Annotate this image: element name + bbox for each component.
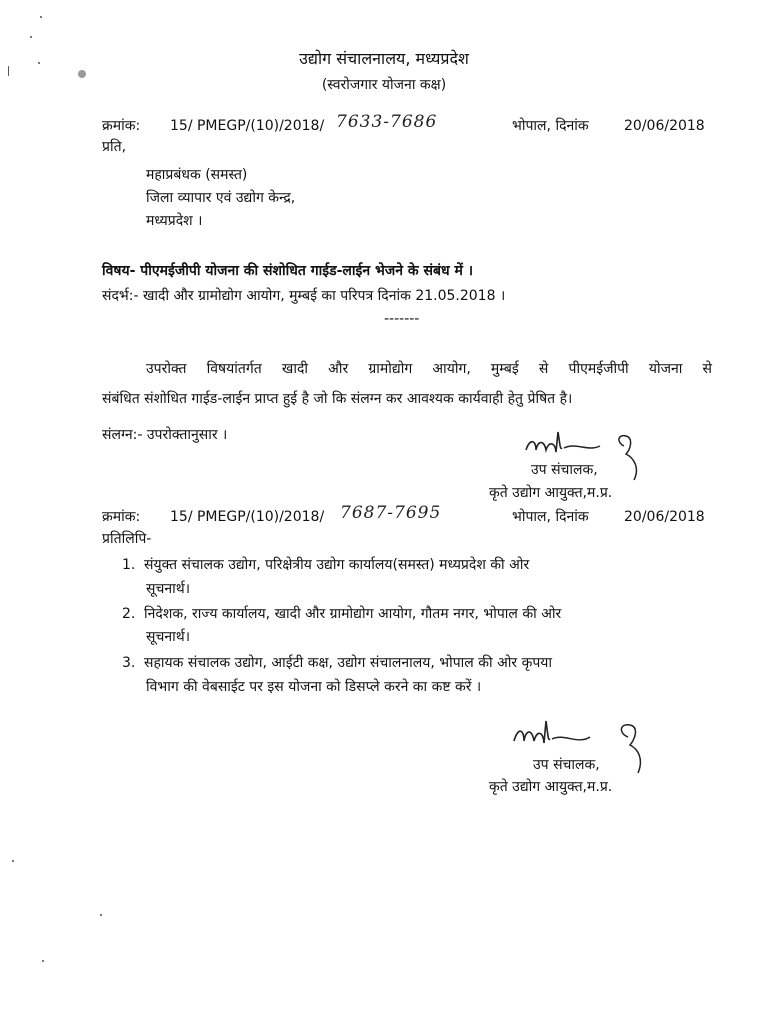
- to-line-2: जिला व्यापार एवं उद्योग केन्द्र,: [146, 190, 296, 206]
- copy-item-1-number: 1.: [122, 557, 136, 573]
- divider: -------: [384, 311, 420, 327]
- ref1-place-date: भोपाल, दिनांक: [512, 118, 589, 134]
- ref2-date: 20/06/2018: [624, 509, 705, 525]
- scan-speck: [8, 66, 9, 76]
- ref2-handwritten-number: 7687-7695: [340, 503, 442, 523]
- signature-1-designation: उप संचालक,: [531, 462, 598, 478]
- ref2-place-date: भोपाल, दिनांक: [512, 509, 589, 525]
- copy-item-1-cont: सूचनार्थ।: [146, 581, 191, 597]
- copy-item-2-text: निदेशक, राज्य कार्यालय, खादी और ग्रामोद्योग आयोग, गौतम नगर, भोपाल की ओर: [144, 606, 562, 622]
- scan-speck: [100, 914, 102, 916]
- scan-speck: [40, 16, 42, 18]
- ref1-label: क्रमांक:: [102, 118, 141, 134]
- office-subtitle: (स्वरोजगार योजना कक्ष): [321, 77, 447, 93]
- office-title: उद्योग संचालनालय, मध्यप्रदेश: [299, 49, 469, 68]
- ref1-handwritten-number: 7633-7686: [336, 112, 438, 132]
- signature-1-for: कृते उद्योग आयुक्त,म.प्र.: [489, 485, 613, 501]
- ref2-label: क्रमांक:: [102, 509, 141, 525]
- reference-line: संदर्भ:- खादी और ग्रामोद्योग आयोग, मुम्बई का परिपत्र दिनांक 21.05.2018 ।: [102, 288, 506, 304]
- scan-speck: [38, 62, 40, 64]
- signature-2-for: कृते उद्योग आयुक्त,म.प्र.: [489, 779, 613, 795]
- copy-item-2: [122, 605, 561, 623]
- to-line-3: मध्यप्रदेश ।: [146, 213, 203, 229]
- copy-item-3-number: 3.: [122, 655, 136, 671]
- copy-item-3-cont: विभाग की वेबसाईट पर इस योजना को डिसप्ले करने का कष्ट करें ।: [146, 679, 482, 695]
- subject-line: विषय- पीएमईजीपी योजना की संशोधित गाईड-लाईन भेजने के संबंध में ।: [102, 263, 474, 279]
- body-line-2: संबंधित संशोधित गाईड-लाईन प्राप्त हुई है जो कि संलग्न कर आवश्यक कार्यवाही हेतु प्रेषित है।: [102, 391, 573, 407]
- copy-item-3: [122, 654, 552, 672]
- body-line-1: उपरोक्त विषयांतर्गत खादी और ग्रामोद्योग आयोग, मुम्बई से पीएमईजीपी योजना से: [146, 361, 712, 377]
- scan-speck: [30, 36, 32, 38]
- copy-item-2-cont: सूचनार्थ।: [146, 629, 191, 645]
- ref1-date: 20/06/2018: [624, 118, 705, 134]
- signature-2-designation: उप संचालक,: [533, 757, 600, 773]
- scan-speck: [12, 860, 14, 862]
- to-label: प्रति,: [102, 139, 127, 155]
- ref1-number: 15/ PMEGP/(10)/2018/: [170, 118, 325, 134]
- copy-label: प्रतिलिपि-: [102, 531, 152, 547]
- ref2-number: 15/ PMEGP/(10)/2018/: [170, 509, 325, 525]
- copy-item-3-text: सहायक संचालक उद्योग, आईटी कक्ष, उद्योग संचालनालय, भोपाल की ओर कृपया: [144, 655, 553, 671]
- scan-speck: [42, 960, 44, 962]
- copy-item-1-text: संयुक्त संचालक उद्योग, परिक्षेत्रीय उद्योग कार्यालय(समस्त) मध्यप्रदेश की ओर: [144, 557, 530, 573]
- to-line-1: महाप्रबंधक (समस्त): [146, 167, 248, 183]
- enclosure-line: संलग्न:- उपरोक्तानुसार ।: [102, 427, 228, 443]
- scan-speck: [78, 70, 86, 78]
- copy-item-1: [122, 556, 529, 574]
- copy-item-2-number: 2.: [122, 606, 136, 622]
